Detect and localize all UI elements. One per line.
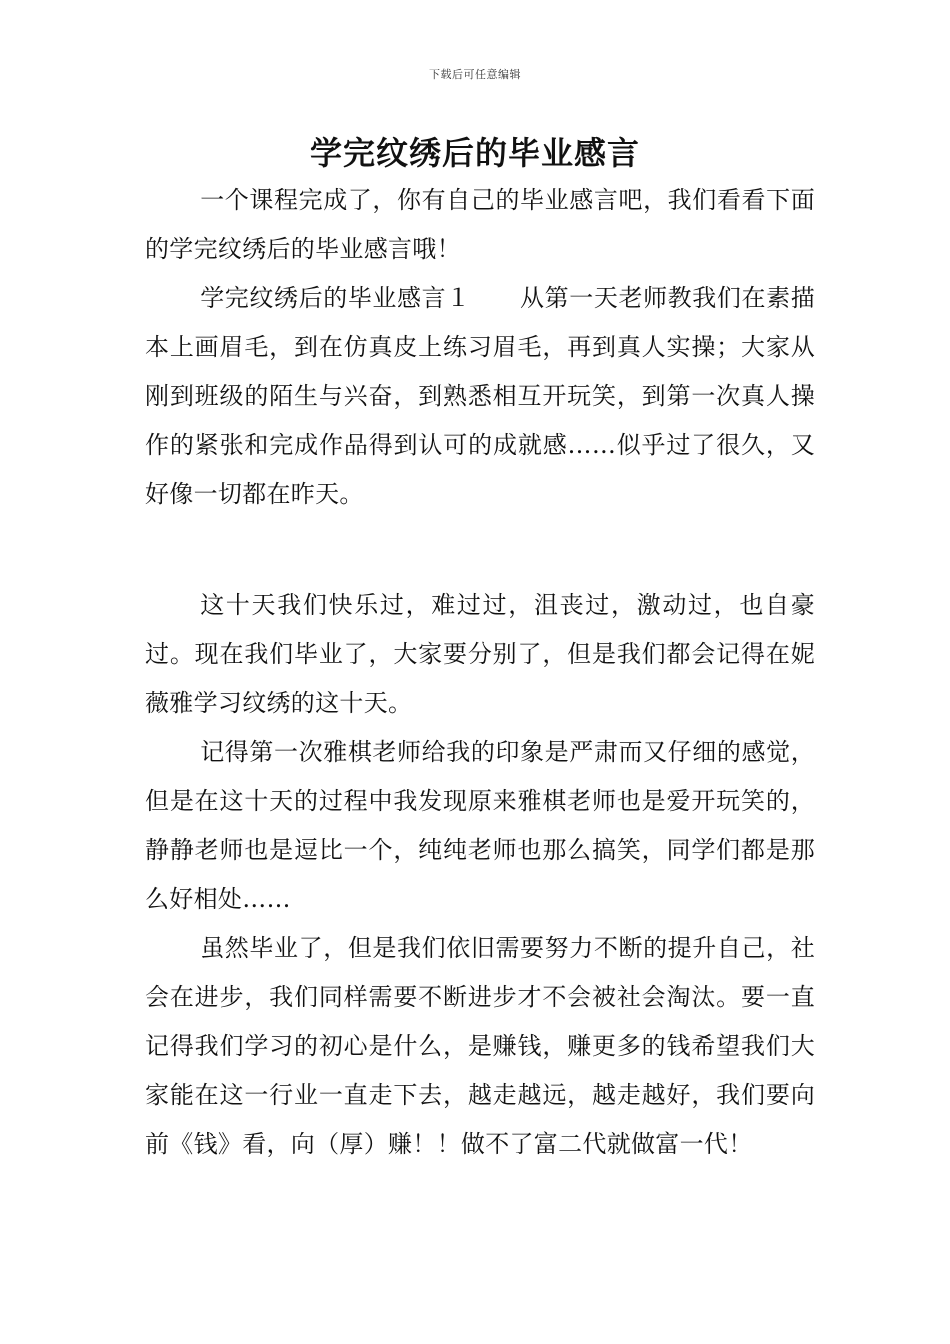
paragraph-essay-1: 学完纹绣后的毕业感言１ 从第一天老师教我们在素描本上画眉毛，到在仿真皮上练习眉毛，再到真人实操；大家从刚到班级的陌生与兴奋，到熟悉相互开玩笑，到第一次真人操作的紧张和完成作品得到认可的成就感……似乎过了很久，又好像一切都在昨天。: [145, 284, 815, 508]
paragraph-closing: 虽然毕业了，但是我们依旧需要努力不断的提升自己，社会在进步，我们同样需要不断进步才不会被社会淘汰。要一直记得我们学习的初心是什么，是赚钱，赚更多的钱希望我们大家能在这一行业一直走下去，越走越远，越走越好，我们要向前《钱》看，向（厚）赚！！做不了富二代就做富一代！: [145, 934, 815, 1158]
paragraph-ten-days: 这十天我们快乐过，难过过，沮丧过，激动过，也自豪过。现在我们毕业了，大家要分别了，但是我们都会记得在妮薇雅学习纹绣的这十天。: [145, 591, 815, 717]
paragraph-teachers: 记得第一次雅棋老师给我的印象是严肃而又仔细的感觉，但是在这十天的过程中我发现原来雅棋老师也是爱开玩笑的，静静老师也是逗比一个，纯纯老师也那么搞笑，同学们都是那么好相处……: [145, 738, 815, 913]
paragraph-intro: 一个课程完成了，你有自己的毕业感言吧，我们看看下面的学完纹绣后的毕业感言哦！: [145, 186, 815, 263]
header-note: 下载后可任意编辑: [429, 68, 521, 81]
document-title: 学完纹绣后的毕业感言: [309, 134, 640, 172]
document-body: [145, 176, 815, 1169]
paragraph-spacer: [145, 519, 815, 581]
